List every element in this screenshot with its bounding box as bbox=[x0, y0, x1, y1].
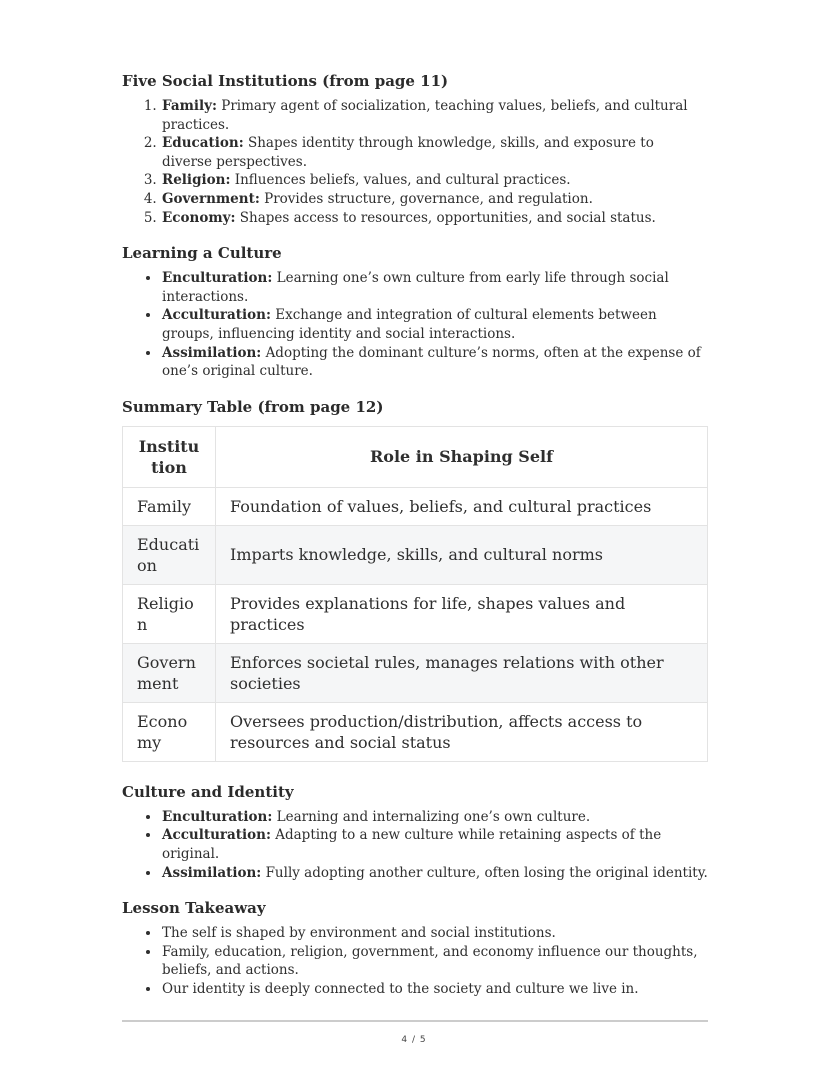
list-item: • Our identity is deeply connected to the society and culture we live in. bbox=[161, 980, 708, 999]
heading-culture-and-identity: Culture and Identity bbox=[122, 782, 294, 801]
list-item-term: Acculturation: bbox=[162, 827, 271, 844]
table-row bbox=[123, 584, 708, 643]
table-row bbox=[123, 525, 708, 584]
institution-cell: Government bbox=[123, 643, 216, 702]
list-item: 2. Education: Shapes identity through knowledge, skills, and exposure to diverse perspectives. bbox=[161, 134, 708, 171]
table-row bbox=[123, 487, 708, 525]
list-item-term: Economy: bbox=[162, 209, 236, 226]
table-row bbox=[123, 702, 708, 761]
list-item-term: Family: bbox=[162, 98, 217, 114]
role-cell: Oversees production/distribution, affects access to resources and social status bbox=[216, 702, 708, 761]
list-item: • Acculturation: Adapting to a new culture while retaining aspects of the original. bbox=[161, 826, 708, 863]
list-item-term: Enculturation: bbox=[162, 808, 273, 825]
list-item: 3. Religion: Influences beliefs, values, and cultural practices. bbox=[161, 171, 708, 190]
page-number: 4 / 5 bbox=[401, 1035, 427, 1045]
list-item: • The self is shaped by environment and social institutions. bbox=[161, 924, 708, 943]
list-item-term: Enculturation: bbox=[162, 270, 273, 287]
institution-column-header: Institution bbox=[123, 426, 216, 487]
heading-summary-table: Summary Table (from page 12) bbox=[122, 397, 384, 416]
section-five-social-institutions bbox=[122, 71, 708, 227]
culture-and-identity-list bbox=[122, 808, 708, 882]
list-item-term: Assimilation: bbox=[162, 344, 262, 361]
summary-table-body bbox=[123, 487, 708, 761]
list-item: • Enculturation: Learning one’s own culture from early life through social interactions. bbox=[161, 269, 708, 306]
list-item-term: Assimilation: bbox=[162, 864, 262, 881]
summary-table bbox=[122, 426, 708, 762]
list-item: 1. Family: Primary agent of socialization, teaching values, beliefs, and cultural practices. bbox=[161, 97, 708, 134]
learning-a-culture-list bbox=[122, 269, 708, 381]
section-learning-a-culture bbox=[122, 243, 708, 381]
list-item-term: Acculturation: bbox=[162, 307, 271, 324]
heading-five-social-institutions: Five Social Institutions (from page 11) bbox=[122, 72, 449, 90]
role-cell: Enforces societal rules, manages relations with other societies bbox=[216, 643, 708, 702]
heading-lesson-takeaway: Lesson Takeaway bbox=[122, 899, 266, 918]
list-item-term: Religion: bbox=[162, 172, 231, 189]
lesson-takeaway-list bbox=[122, 924, 708, 998]
role-cell: Foundation of values, beliefs, and cultural practices bbox=[216, 487, 708, 525]
institution-cell: Family bbox=[123, 487, 216, 525]
list-item: • Acculturation: Exchange and integration of cultural elements between groups, influencing identity and social interactions. bbox=[161, 306, 708, 343]
five-institutions-list bbox=[122, 97, 708, 227]
role-cell: Imparts knowledge, skills, and cultural norms bbox=[216, 525, 708, 584]
role-column-header: Role in Shaping Self bbox=[216, 426, 708, 487]
section-divider bbox=[122, 1020, 708, 1022]
institution-cell: Economy bbox=[123, 702, 216, 761]
heading-learning-a-culture: Learning a Culture bbox=[122, 244, 282, 263]
table-row bbox=[123, 643, 708, 702]
section-lesson-takeaway bbox=[122, 898, 708, 998]
list-item: • Assimilation: Fully adopting another culture, often losing the original identity. bbox=[161, 864, 708, 883]
list-item: • Family, education, religion, government, and economy influence our thoughts, beliefs, and actions. bbox=[161, 943, 708, 980]
list-item: • Enculturation: Learning and internalizing one’s own culture. bbox=[161, 808, 708, 827]
institution-cell: Religion bbox=[123, 584, 216, 643]
list-item: • Assimilation: Adopting the dominant culture’s norms, often at the expense of one’s original culture. bbox=[161, 344, 708, 381]
section-summary-table bbox=[122, 397, 708, 762]
list-item: 5. Economy: Shapes access to resources, opportunities, and social status. bbox=[161, 209, 708, 228]
table-header-row bbox=[123, 426, 708, 487]
role-cell: Provides explanations for life, shapes values and practices bbox=[216, 584, 708, 643]
document-content bbox=[122, 71, 708, 1022]
list-item-term: Government: bbox=[162, 190, 260, 207]
list-item-term: Education: bbox=[162, 135, 244, 152]
section-culture-and-identity bbox=[122, 782, 708, 882]
list-item: 4. Government: Provides structure, governance, and regulation. bbox=[161, 190, 708, 209]
institution-cell: Education bbox=[123, 525, 216, 584]
